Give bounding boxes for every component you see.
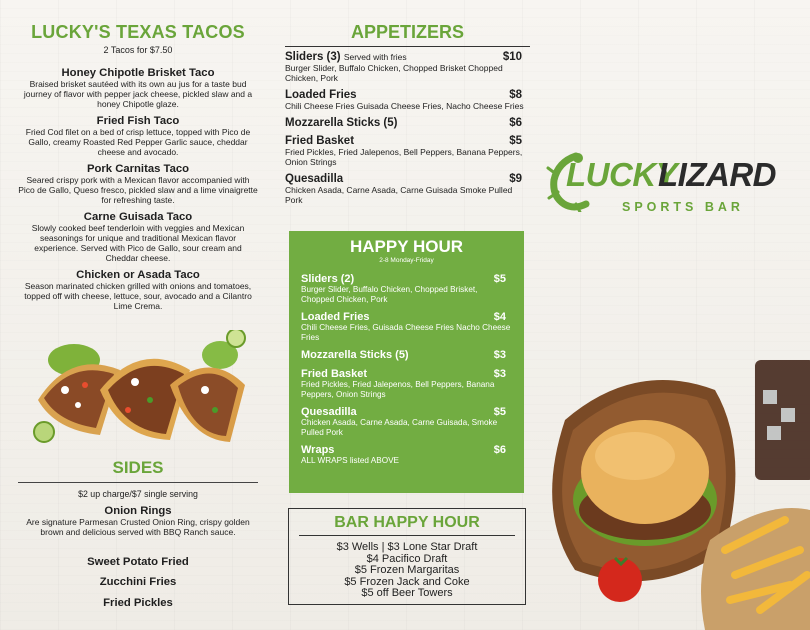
tacos-section [18, 22, 258, 311]
item-name: Sliders (3) [285, 51, 341, 63]
tacos-photo [30, 330, 252, 448]
item-description: Chili Cheese Fries Guisada Cheese Fries, Nacho Cheese Fries [285, 101, 524, 111]
drink-special: $5 Frozen Margaritas [354, 564, 460, 576]
appetizers-section [285, 22, 530, 205]
item-description: Fried Pickles, Fried Jalepenos, Bell Peppers, Banana Peppers, Onion Strings [301, 380, 495, 399]
happy-hour-panel [289, 231, 524, 493]
side-item: Fried Pickles [103, 597, 173, 609]
item-price: $5 [493, 273, 506, 285]
item-description: Season marinated chicken grilled with onions and tomatoes, topped off with cheese, lettuce, sour, avocado and a Cilantro Lime Crema. [24, 281, 252, 311]
item-price: $10 [502, 51, 522, 63]
item-price: $6 [493, 444, 506, 456]
item-description: ALL WRAPS listed ABOVE [301, 456, 399, 465]
happy-hour-title: HAPPY HOUR [349, 237, 464, 256]
divider [285, 46, 530, 47]
item-name: Fried Basket [285, 135, 355, 147]
drink-special: $3 Wells | $3 Lone Star Draft [336, 541, 478, 553]
item-price: $3 [493, 349, 506, 361]
item-note: Served with fries [343, 52, 407, 62]
item-name: Chicken or Asada Taco [76, 269, 200, 281]
divider [299, 535, 515, 536]
item-name: Mozzarella Sticks (5) [301, 349, 409, 361]
menu-item [301, 273, 512, 304]
item-name: Loaded Fries [301, 311, 370, 323]
menu-item [285, 89, 530, 111]
item-name: Mozzarella Sticks (5) [285, 117, 398, 129]
side-item: Sweet Potato Fried [87, 556, 189, 568]
menu-item [285, 51, 530, 83]
item-name: Wraps [301, 444, 335, 456]
item-price: $9 [509, 173, 522, 185]
item-name: Quesadilla [285, 173, 344, 185]
menu-item [18, 505, 258, 537]
bar-happy-hour-title: BAR HAPPY HOUR [334, 514, 480, 531]
divider [18, 482, 258, 483]
item-description: Braised brisket sautéed with its own au jus for a taste bud journey of flavor with pepper jack cheese, pickled slaw and a honey Chipotle glaze. [23, 79, 253, 109]
drink-special: $5 off Beer Towers [361, 587, 453, 599]
item-description: Chicken Asada, Carne Asada, Carne Guisada Smoke Pulled Pork [285, 185, 513, 205]
menu-item [18, 67, 258, 109]
menu-item [301, 368, 512, 399]
menu-item [285, 117, 530, 129]
tacos-title: LUCKY'S TEXAS TACOS [31, 22, 245, 42]
item-name: Fried Basket [301, 368, 368, 380]
tacos-subtitle: 2 Tacos for $7.50 [103, 45, 173, 55]
item-price: $5 [493, 406, 506, 418]
menu-item [301, 311, 512, 342]
item-name: Sliders (2) [301, 273, 355, 285]
item-price: $6 [509, 117, 522, 129]
item-name: Pork Carnitas Taco [86, 163, 190, 175]
item-description: Are signature Parmesan Crusted Onion Ring, crispy golden brown and delicious served with BBQ Ranch sauce. [26, 517, 250, 537]
sides-title: SIDES [112, 458, 164, 477]
brand-logo [546, 152, 796, 222]
bar-happy-hour-box [288, 508, 526, 605]
item-name: Honey Chipotle Brisket Taco [61, 67, 215, 79]
item-price: $5 [509, 135, 522, 147]
item-description: Slowly cooked beef tenderloin with veggies and Mexican seasonings for unique and traditional Mexican flavor experience. Served with Pico de Gallo, sour cream and Cheddar cheese. [31, 223, 245, 263]
menu-item [301, 349, 512, 361]
item-price: $3 [493, 368, 506, 380]
drink-special: $4 Pacifico Draft [366, 552, 448, 565]
menu-item [18, 269, 258, 311]
item-description: Seared crispy pork with a Mexican flavor accompanied with Pico de Gallo, Queso fresco, pickled slaw and a lime vinaigrette for refreshing taste. [18, 175, 258, 205]
item-name: Quesadilla [301, 406, 357, 418]
item-name: Carne Guisada Taco [83, 211, 193, 223]
item-description: Chili Cheese Fries, Guisada Cheese Fries Nacho Cheese Fries [301, 323, 511, 342]
menu-item [18, 211, 258, 263]
menu-item [18, 115, 258, 157]
item-name: Fried Fish Taco [96, 115, 180, 127]
logo-word-lizard: LIZARD [658, 156, 776, 193]
item-price: $8 [509, 89, 522, 101]
sides-subtitle: $2 up charge/$7 single serving [78, 489, 198, 499]
happy-hour-subtitle: 2-8 Monday-Friday [379, 257, 434, 264]
menu-item [301, 444, 512, 466]
item-price: $4 [493, 311, 506, 323]
menu-item [285, 173, 530, 205]
menu-item [301, 406, 512, 437]
menu-item [18, 163, 258, 205]
appetizers-title: APPETIZERS [350, 22, 465, 42]
logo-tagline: SPORTS BAR [622, 200, 744, 214]
item-name: Onion Rings [104, 505, 172, 517]
logo-word-lucky: LUCKY [566, 156, 678, 193]
side-item: Zucchini Fries [99, 576, 177, 588]
item-description: Chicken Asada, Carne Asada, Carne Guisada, Smoke Pulled Pork [301, 418, 498, 437]
item-description: Fried Cod filet on a bed of crisp lettuce, topped with Pico de Gallo, creamy Roasted Red Pepper Garlic sauce, cheddar cheese and avocado. [25, 127, 251, 157]
menu-item [285, 135, 530, 167]
item-description: Fried Pickles, Fried Jalepenos, Bell Peppers, Banana Peppers, Onion Strings [285, 147, 523, 167]
item-name: Loaded Fries [285, 89, 357, 101]
item-description: Burger Slider, Buffalo Chicken, Chopped Brisket, Chopped Chicken, Pork [301, 285, 478, 304]
drink-special: $5 Frozen Jack and Coke [344, 575, 470, 588]
burger-photo [535, 360, 810, 630]
item-description: Burger Slider, Buffalo Chicken, Chopped Brisket Chopped Chicken, Pork [285, 63, 503, 83]
